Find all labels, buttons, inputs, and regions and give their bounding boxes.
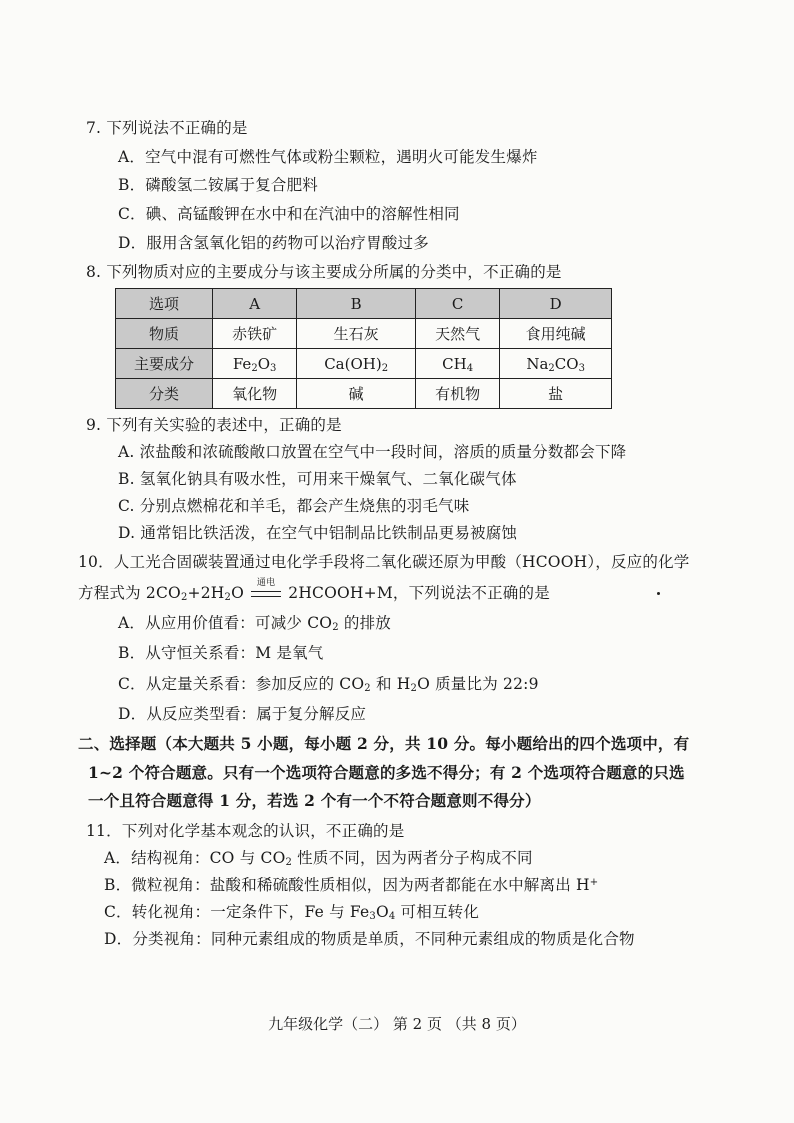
section2-heading-line3: 一个且符合题意得 1 分，若选 2 个有一个不符合题意则不得分） — [88, 791, 541, 810]
option-text: C．转化视角：一定条件下，Fe 与 Fe — [104, 903, 370, 921]
formula-sub: 3 — [578, 362, 585, 374]
q7-option-c: C．碘、高锰酸钾在水中和在汽油中的溶解性相同 — [118, 205, 460, 223]
q9-option-d: D. 通常铝比铁活泼，在空气中铝制品比铁制品更易被腐蚀 — [118, 524, 518, 542]
formula-sub: 2 — [180, 592, 188, 603]
q8-stem: 8. 下列物质对应的主要成分与该主要成分所属的分类中，不正确的是 — [86, 263, 562, 281]
option-text: 可相互转化 — [395, 903, 480, 921]
q10-option-d: D．从反应类型看：属于复分解反应 — [118, 705, 367, 723]
formula-part: CO — [554, 354, 579, 373]
table-cell: 生石灰 — [297, 319, 416, 349]
table-cell: 盐 — [500, 379, 612, 409]
q7-option-b: B．磷酸氢二铵属于复合肥料 — [118, 176, 318, 194]
table-cell — [213, 349, 297, 379]
option-text: O — [375, 903, 389, 921]
option-text: 和 H — [370, 675, 411, 693]
formula-part: O — [257, 354, 270, 373]
row-label: 主要成分 — [116, 349, 213, 379]
q10-option-a — [118, 612, 391, 634]
q11-option-a — [104, 847, 533, 869]
formula-sub: 2 — [548, 362, 555, 374]
option-text: 的排放 — [338, 614, 391, 632]
stray-mark — [657, 592, 660, 595]
q11-option-b — [104, 874, 598, 896]
table-cell: 有机物 — [416, 379, 500, 409]
option-text: A．结构视角：CO 与 CO — [104, 849, 286, 867]
table-row — [116, 319, 612, 349]
table-cell: 碱 — [297, 379, 416, 409]
formula-sub: 2 — [410, 683, 418, 694]
table-header-cell: A — [213, 289, 297, 319]
row-label: 分类 — [116, 379, 213, 409]
formula-part: CH — [442, 354, 467, 373]
table-row — [116, 379, 612, 409]
q7-option-a: A．空气中混有可燃性气体或粉尘颗粒，遇明火可能发生爆炸 — [118, 148, 538, 166]
table-header-cell: D — [500, 289, 612, 319]
q9-stem: 9. 下列有关实验的表述中，正确的是 — [86, 416, 342, 434]
option-text: B．微粒视角：盐酸和稀硫酸性质相似，因为两者都能在水中解离出 H — [104, 876, 590, 894]
table-cell — [416, 349, 500, 379]
q11-option-d: D．分类视角：同种元素组成的物质是单质，不同种元素组成的物质是化合物 — [104, 930, 635, 948]
option-text: 性质不同，因为两者分子构成不同 — [292, 849, 533, 867]
formula-sub: 3 — [270, 362, 277, 374]
formula-sub: 2 — [332, 622, 339, 633]
formula-sub: 3 — [369, 911, 376, 922]
table-cell — [297, 349, 416, 379]
reaction-condition: 通电 — [256, 578, 276, 588]
q9-option-a: A. 浓盐酸和浓硫酸敞口放置在空气中一段时间，溶质的质量分数都会下降 — [118, 443, 627, 461]
q9-option-b: B. 氢氧化钠具有吸水性，可用来干燥氧气、二氧化碳气体 — [118, 470, 517, 488]
row-label: 物质 — [116, 319, 213, 349]
equation-text: +2H — [187, 584, 225, 602]
option-text: A．从应用价值看：可减少 CO — [118, 614, 333, 632]
q10-option-b: B．从守恒关系看：M 是氧气 — [118, 644, 324, 662]
formula-sub: 4 — [388, 911, 396, 922]
formula-sup: + — [589, 877, 599, 888]
q11-option-c — [104, 901, 479, 923]
q8-classification-table — [115, 288, 612, 409]
formula-sub: 2 — [364, 683, 371, 694]
table-cell: 赤铁矿 — [213, 319, 297, 349]
formula-part: Na — [526, 354, 549, 373]
q7-stem: 7. 下列说法不正确的是 — [86, 119, 248, 137]
q10-stem-line1: 10．人工光合固碳装置通过电化学手段将二氧化碳还原为甲酸（HCOOH），反应的化学 — [78, 553, 690, 571]
page-footer: 九年级化学（二） 第 2 页 （共 8 页） — [268, 1015, 526, 1033]
formula-sub: 4 — [466, 362, 474, 374]
section2-heading-line1: 二、选择题（本大题共 5 小题，每小题 2 分，共 10 分。每小题给出的四个选项中，有 — [78, 734, 690, 753]
table-cell: 天然气 — [416, 319, 500, 349]
equation-text: 方程式为 2CO — [78, 584, 181, 602]
table-cell: 食用纯碱 — [500, 319, 612, 349]
reaction-equals-sign — [249, 578, 283, 604]
formula-sub: 2 — [381, 362, 389, 374]
q9-option-c: C. 分别点燃棉花和羊毛，都会产生烧焦的羽毛气味 — [118, 497, 470, 515]
table-row — [116, 349, 612, 379]
formula-part: Fe — [232, 354, 252, 373]
section2-heading-line2: 1~2 个符合题意。只有一个选项符合题意的多选不得分；有 2 个选项符合题意的只选 — [88, 763, 685, 782]
q10-equation-line — [78, 578, 550, 604]
equation-text: 2HCOOH+M，下列说法不正确的是 — [288, 584, 550, 602]
table-header-cell: 选项 — [116, 289, 213, 319]
q7-option-d: D．服用含氢氧化铝的药物可以治疗胃酸过多 — [118, 234, 429, 252]
q11-stem: 11．下列对化学基本观念的认识，不正确的是 — [86, 822, 405, 840]
table-header-cell: B — [297, 289, 416, 319]
formula-part: Ca(OH) — [324, 354, 382, 373]
option-text: O 质量比为 22:9 — [417, 675, 539, 693]
formula-sub: 2 — [285, 857, 293, 868]
table-header-cell: C — [416, 289, 500, 319]
equation-text: O — [231, 584, 244, 602]
formula-sub: 2 — [251, 362, 258, 374]
option-text: C．从定量关系看：参加反应的 CO — [118, 675, 365, 693]
table-row — [116, 289, 612, 319]
table-cell: 氧化物 — [213, 379, 297, 409]
formula-sub: 2 — [224, 592, 232, 603]
q10-option-c — [118, 673, 539, 695]
double-line-icon — [251, 591, 281, 597]
table-cell — [500, 349, 612, 379]
